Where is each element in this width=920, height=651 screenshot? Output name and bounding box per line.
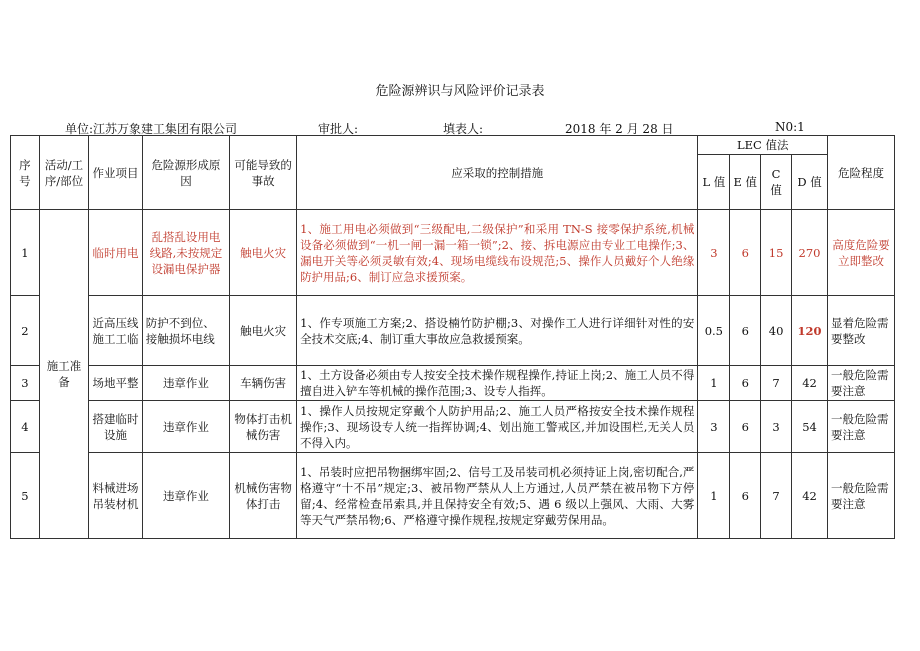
row-work-item: 料械进场吊装材机 bbox=[89, 453, 143, 539]
row-seq: 5 bbox=[11, 453, 40, 539]
row-risk-level: 一般危险需要注意 bbox=[828, 401, 895, 453]
row-d-value: 42 bbox=[792, 453, 828, 539]
row-measures: 1、施工用电必须做到“三级配电,二级保护”和采用 TN-S 接零保护系统,机械设备必须做到“一机一闸一漏一箱一锁”;2、接、拆电源应由专业工电操作;3、漏电开关等必须灵敏有效;4、现场电缆线布设规范;5、操作人员戴好个人绝缘防护用品;6、制订应急求援预案。 bbox=[297, 210, 698, 296]
row-accident: 机械伤害物体打击 bbox=[230, 453, 297, 539]
col-header-e: E 值 bbox=[730, 155, 761, 210]
activity-cell: 施工准备 bbox=[39, 210, 88, 539]
filler-label: 填表人: bbox=[443, 122, 484, 136]
table-row bbox=[11, 401, 895, 453]
row-d-value: 54 bbox=[792, 401, 828, 453]
row-risk-level: 一般危险需要注意 bbox=[828, 366, 895, 401]
row-seq: 1 bbox=[11, 210, 40, 296]
col-header-control-measures: 应采取的控制措施 bbox=[297, 136, 698, 210]
row-c-value: 15 bbox=[761, 210, 792, 296]
table-row bbox=[11, 366, 895, 401]
row-l-value: 1 bbox=[698, 453, 730, 539]
unit-label: 单位:江苏万象建工集团有限公司 bbox=[65, 122, 238, 136]
col-header-activity: 活动/工序/部位 bbox=[39, 136, 88, 210]
row-l-value: 3 bbox=[698, 210, 730, 296]
table-row bbox=[11, 296, 895, 366]
row-measures: 1、吊装时应把吊物捆绑牢固;2、信号工及吊装司机必须持证上岗,密切配合,严格遵守“十不吊”规定;3、被吊物严禁从人上方通过,人员严禁在被吊物下方停留;4、经常检查吊索具,并且保持安全有效;5、遇 6 级以上强风、大雨、大雾等天气严禁吊物;6、严格遵守操作规程,按规定穿戴劳保用品。 bbox=[297, 453, 698, 539]
risk-assessment-table bbox=[10, 135, 895, 539]
row-risk-level: 一般危险需要注意 bbox=[828, 453, 895, 539]
row-measures: 1、作专项施工方案;2、搭设楠竹防护棚;3、对操作工人进行详细针对性的安全技术交底;4、制订重大事故应急救援预案。 bbox=[297, 296, 698, 366]
row-c-value: 7 bbox=[761, 366, 792, 401]
row-accident: 物体打击机械伤害 bbox=[230, 401, 297, 453]
col-header-l: L 值 bbox=[698, 155, 730, 210]
row-e-value: 6 bbox=[730, 366, 761, 401]
approver-label: 审批人: bbox=[318, 122, 359, 136]
page-title: 危险源辨识与风险评价记录表 bbox=[375, 84, 545, 99]
row-e-value: 6 bbox=[730, 210, 761, 296]
row-accident: 触电火灾 bbox=[230, 296, 297, 366]
row-accident: 车辆伤害 bbox=[230, 366, 297, 401]
row-d-value: 42 bbox=[792, 366, 828, 401]
row-c-value: 3 bbox=[761, 401, 792, 453]
row-seq: 4 bbox=[11, 401, 40, 453]
row-work-item: 近高压线施工工临 bbox=[89, 296, 143, 366]
col-header-c: C 值 bbox=[761, 155, 792, 210]
row-risk-level: 高度危险要立即整改 bbox=[828, 210, 895, 296]
row-seq: 3 bbox=[11, 366, 40, 401]
header-row-1 bbox=[11, 136, 895, 155]
col-header-hazard-cause: 危险源形成原因 bbox=[142, 136, 229, 210]
row-hazard-cause: 乱搭乱设用电线路,未按规定设漏电保护器 bbox=[142, 210, 229, 296]
row-e-value: 6 bbox=[730, 453, 761, 539]
row-l-value: 0.5 bbox=[698, 296, 730, 366]
row-d-value: 120 bbox=[792, 296, 828, 366]
row-c-value: 7 bbox=[761, 453, 792, 539]
row-measures: 1、土方设备必须由专人按安全技术操作规程操作,持证上岗;2、施工人员不得擅自进入铲车等机械的操作范围;3、设专人指挥。 bbox=[297, 366, 698, 401]
row-c-value: 40 bbox=[761, 296, 792, 366]
col-header-d: D 值 bbox=[792, 155, 828, 210]
table-row bbox=[11, 210, 895, 296]
row-d-value: 270 bbox=[792, 210, 828, 296]
row-measures: 1、操作人员按规定穿戴个人防护用品;2、施工人员严格按安全技术操作规程操作;3、现场设专人统一指挥协调;4、划出施工警戒区,并加设围栏,无关人员不得入内。 bbox=[297, 401, 698, 453]
col-header-seq: 序号 bbox=[11, 136, 40, 210]
date-label: 2018 年 2 月 28 日 bbox=[565, 122, 674, 136]
col-header-work-item: 作业项目 bbox=[89, 136, 143, 210]
row-hazard-cause: 违章作业 bbox=[142, 453, 229, 539]
row-hazard-cause: 防护不到位、接触损坏电线 bbox=[142, 296, 229, 366]
row-seq: 2 bbox=[11, 296, 40, 366]
col-header-possible-accident: 可能导致的事故 bbox=[230, 136, 297, 210]
row-hazard-cause: 违章作业 bbox=[142, 401, 229, 453]
row-accident: 触电火灾 bbox=[230, 210, 297, 296]
row-hazard-cause: 违章作业 bbox=[142, 366, 229, 401]
row-work-item: 搭建临时设施 bbox=[89, 401, 143, 453]
row-work-item: 场地平整 bbox=[89, 366, 143, 401]
row-l-value: 1 bbox=[698, 366, 730, 401]
col-header-lec: LEC 值法 bbox=[698, 136, 828, 155]
col-header-risk-level: 危险程度 bbox=[828, 136, 895, 210]
row-l-value: 3 bbox=[698, 401, 730, 453]
row-risk-level: 显着危险需要整改 bbox=[828, 296, 895, 366]
number-label: N0:1 bbox=[775, 120, 805, 134]
row-e-value: 6 bbox=[730, 401, 761, 453]
row-e-value: 6 bbox=[730, 296, 761, 366]
table-row bbox=[11, 453, 895, 539]
row-work-item: 临时用电 bbox=[89, 210, 143, 296]
